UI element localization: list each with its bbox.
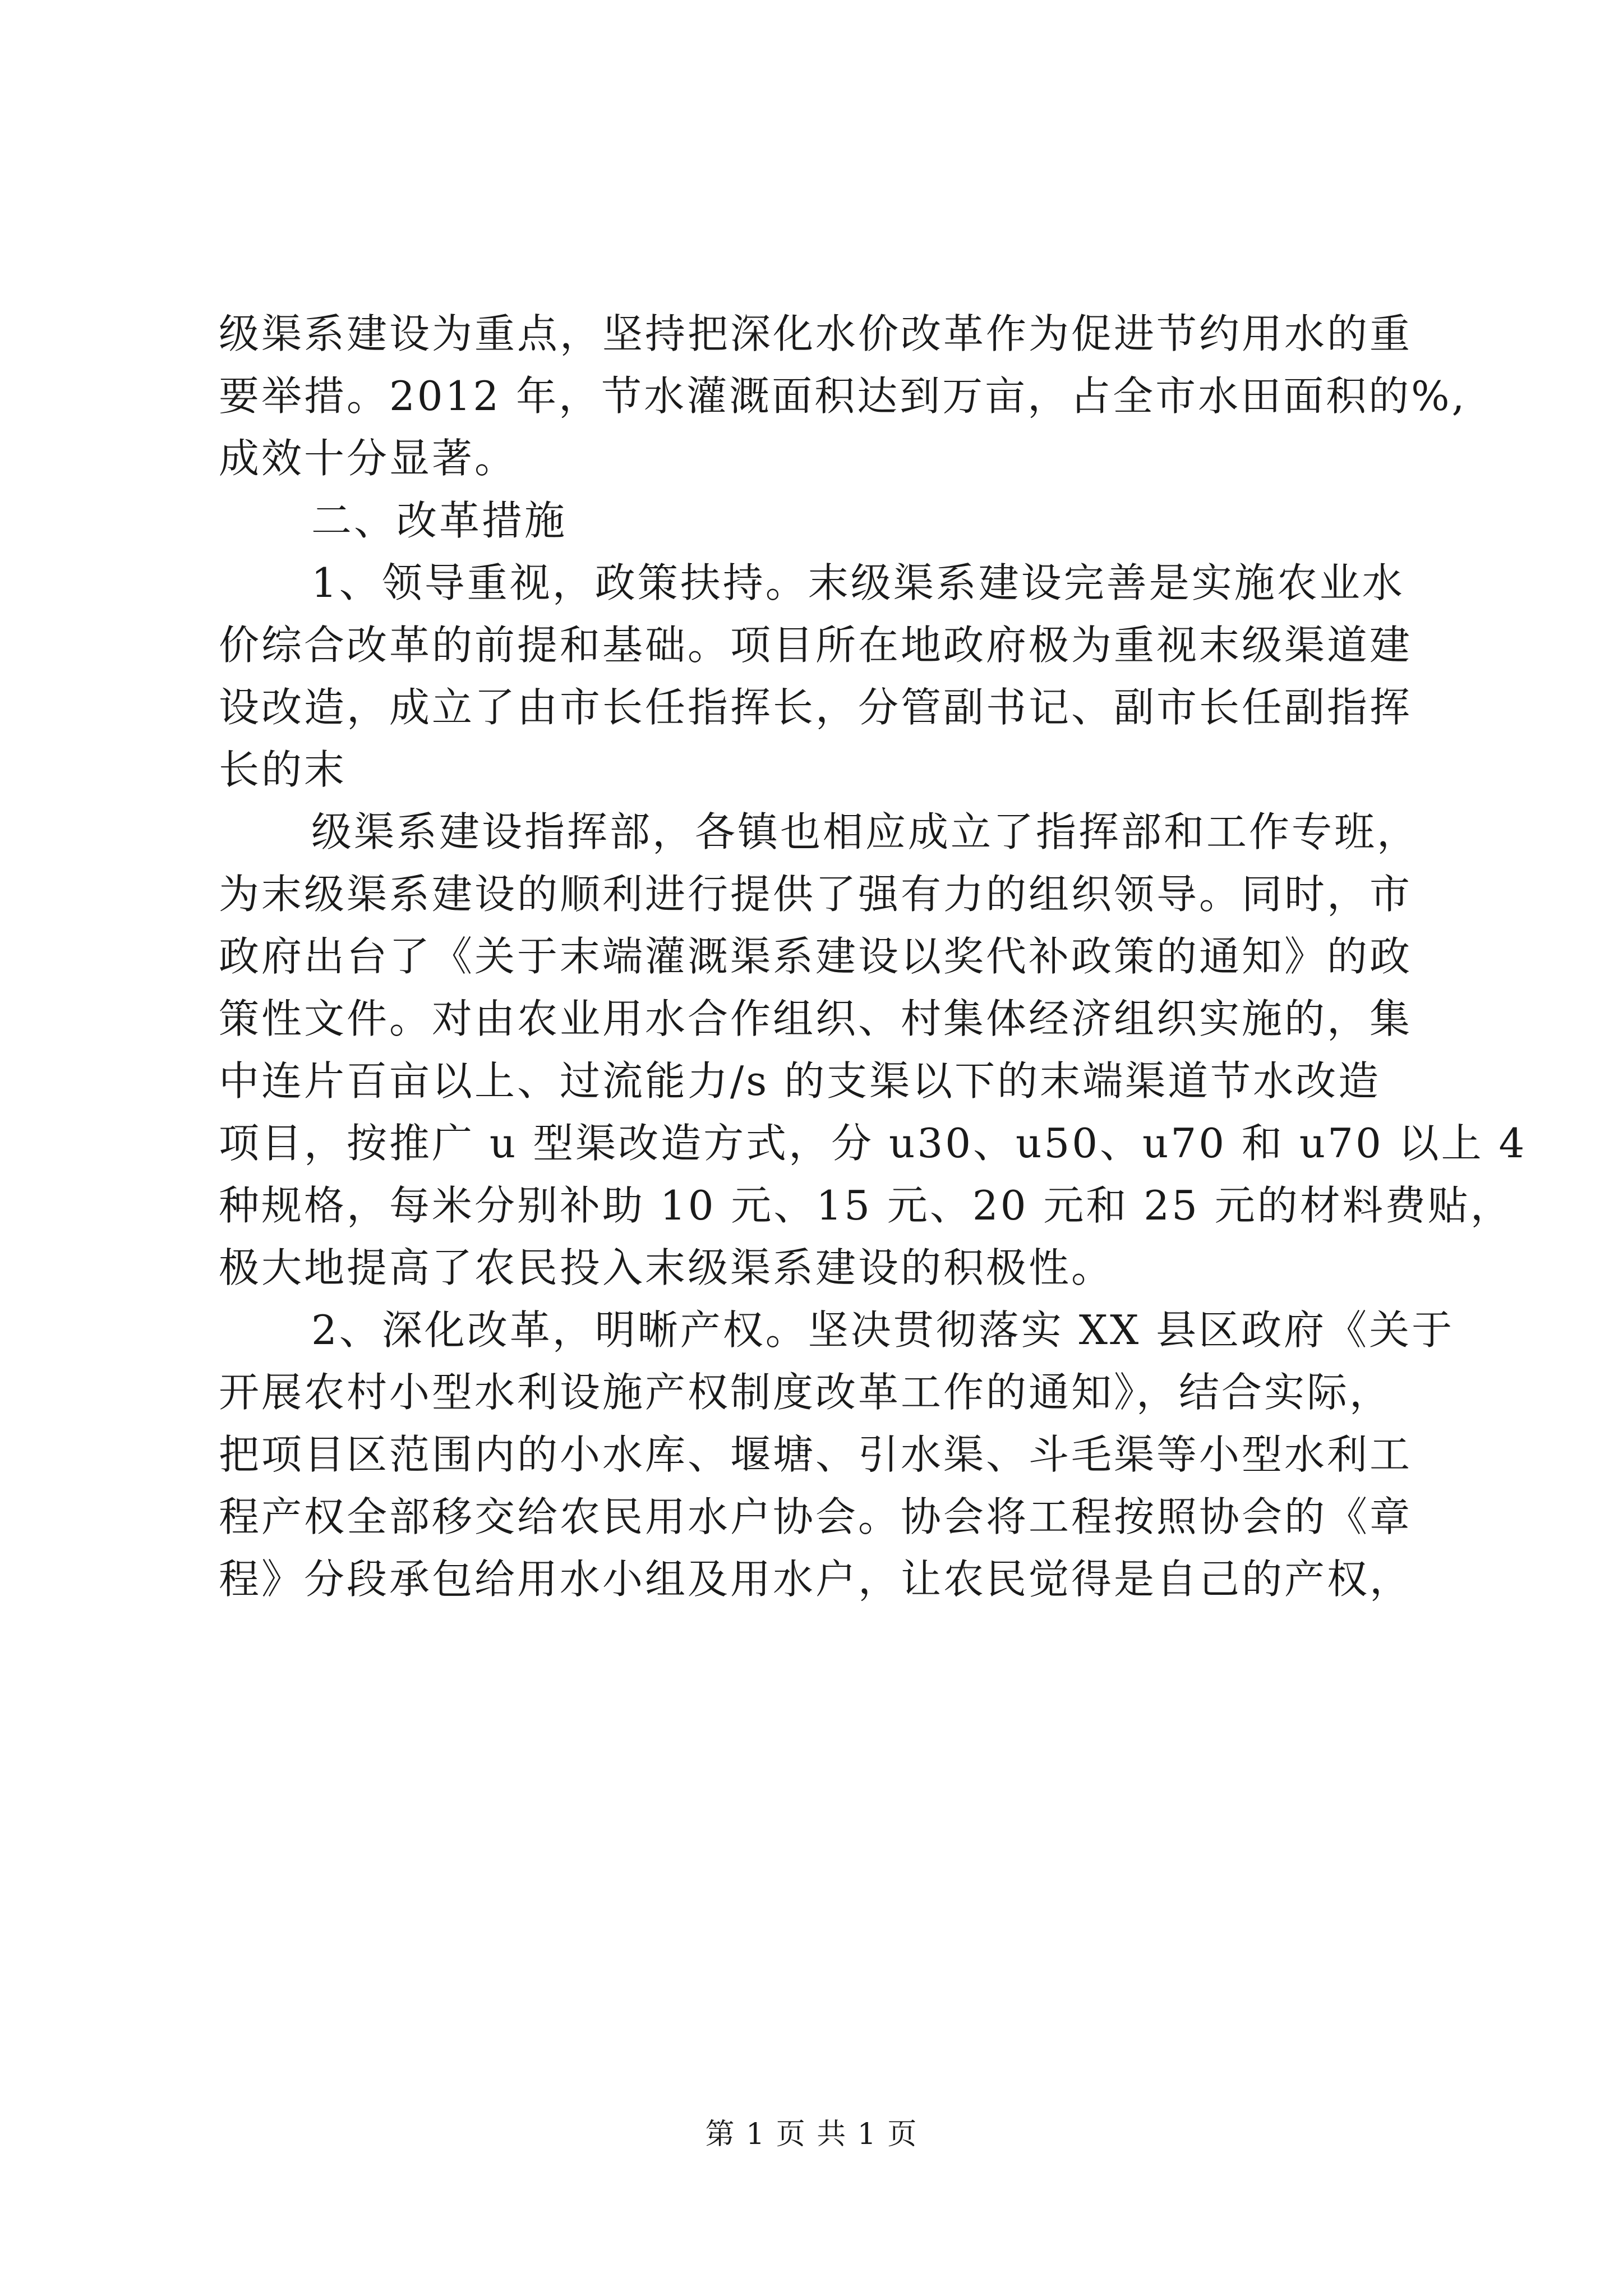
paragraph-line: 长的末 bbox=[219, 746, 347, 793]
paragraph-line: 种规格，每米分别补助 10 元、15 元、20 元和 25 元的材料费贴， bbox=[219, 1182, 1513, 1229]
paragraph-line: 极大地提高了农民投入末级渠系建设的积极性。 bbox=[219, 1244, 1114, 1291]
paragraph-line: 成效十分显著。 bbox=[219, 435, 518, 482]
paragraph-line: 为末级渠系建设的顺利进行提供了强有力的组织领导。同时，市 bbox=[219, 871, 1413, 918]
paragraph-line: 级渠系建设为重点，坚持把深化水价改革作为促进节约用水的重 bbox=[219, 310, 1413, 357]
paragraph-line: 2、深化改革，明晰产权。坚决贯彻落实 XX 县区政府《关于 bbox=[311, 1306, 1455, 1354]
document-body bbox=[219, 303, 1527, 1611]
paragraph-line: 价综合改革的前提和基础。项目所在地政府极为重视末级渠道建 bbox=[219, 622, 1413, 669]
paragraph-line: 中连片百亩以上、过流能力/s 的支渠以下的末端渠道节水改造 bbox=[219, 1057, 1381, 1105]
section-heading: 二、改革措施 bbox=[311, 497, 568, 544]
paragraph-line: 政府出台了《关于末端灌溉渠系建设以奖代补政策的通知》的政 bbox=[219, 933, 1413, 980]
paragraph-line: 设改造，成立了由市长任指挥长，分管副书记、副市长任副指挥 bbox=[219, 684, 1413, 731]
paragraph-line: 把项目区范围内的小水库、堰塘、引水渠、斗毛渠等小型水利工 bbox=[219, 1431, 1413, 1478]
paragraph-line: 要举措。2012 年，节水灌溉面积达到万亩，占全市水田面积的%, bbox=[219, 372, 1467, 420]
paragraph-line: 1、领导重视，政策扶持。末级渠系建设完善是实施农业水 bbox=[311, 559, 1405, 606]
paragraph-line: 策性文件。对由农业用水合作组织、村集体经济组织实施的，集 bbox=[219, 995, 1413, 1042]
paragraph-line: 程产权全部移交给农民用水户协会。协会将工程按照协会的《章 bbox=[219, 1493, 1413, 1540]
paragraph-line: 项目，按推广 u 型渠改造方式，分 u30、u50、u70 和 u70 以上 4 bbox=[219, 1120, 1527, 1167]
paragraph-line: 程》分段承包给用水小组及用水户，让农民觉得是自己的产权， bbox=[219, 1556, 1413, 1603]
page-number-footer: 第 1 页 共 1 页 bbox=[705, 2118, 918, 2151]
paragraph-line: 开展农村小型水利设施产权制度改革工作的通知》，结合实际， bbox=[219, 1369, 1393, 1416]
paragraph-line: 级渠系建设指挥部，各镇也相应成立了指挥部和工作专班， bbox=[311, 808, 1420, 855]
